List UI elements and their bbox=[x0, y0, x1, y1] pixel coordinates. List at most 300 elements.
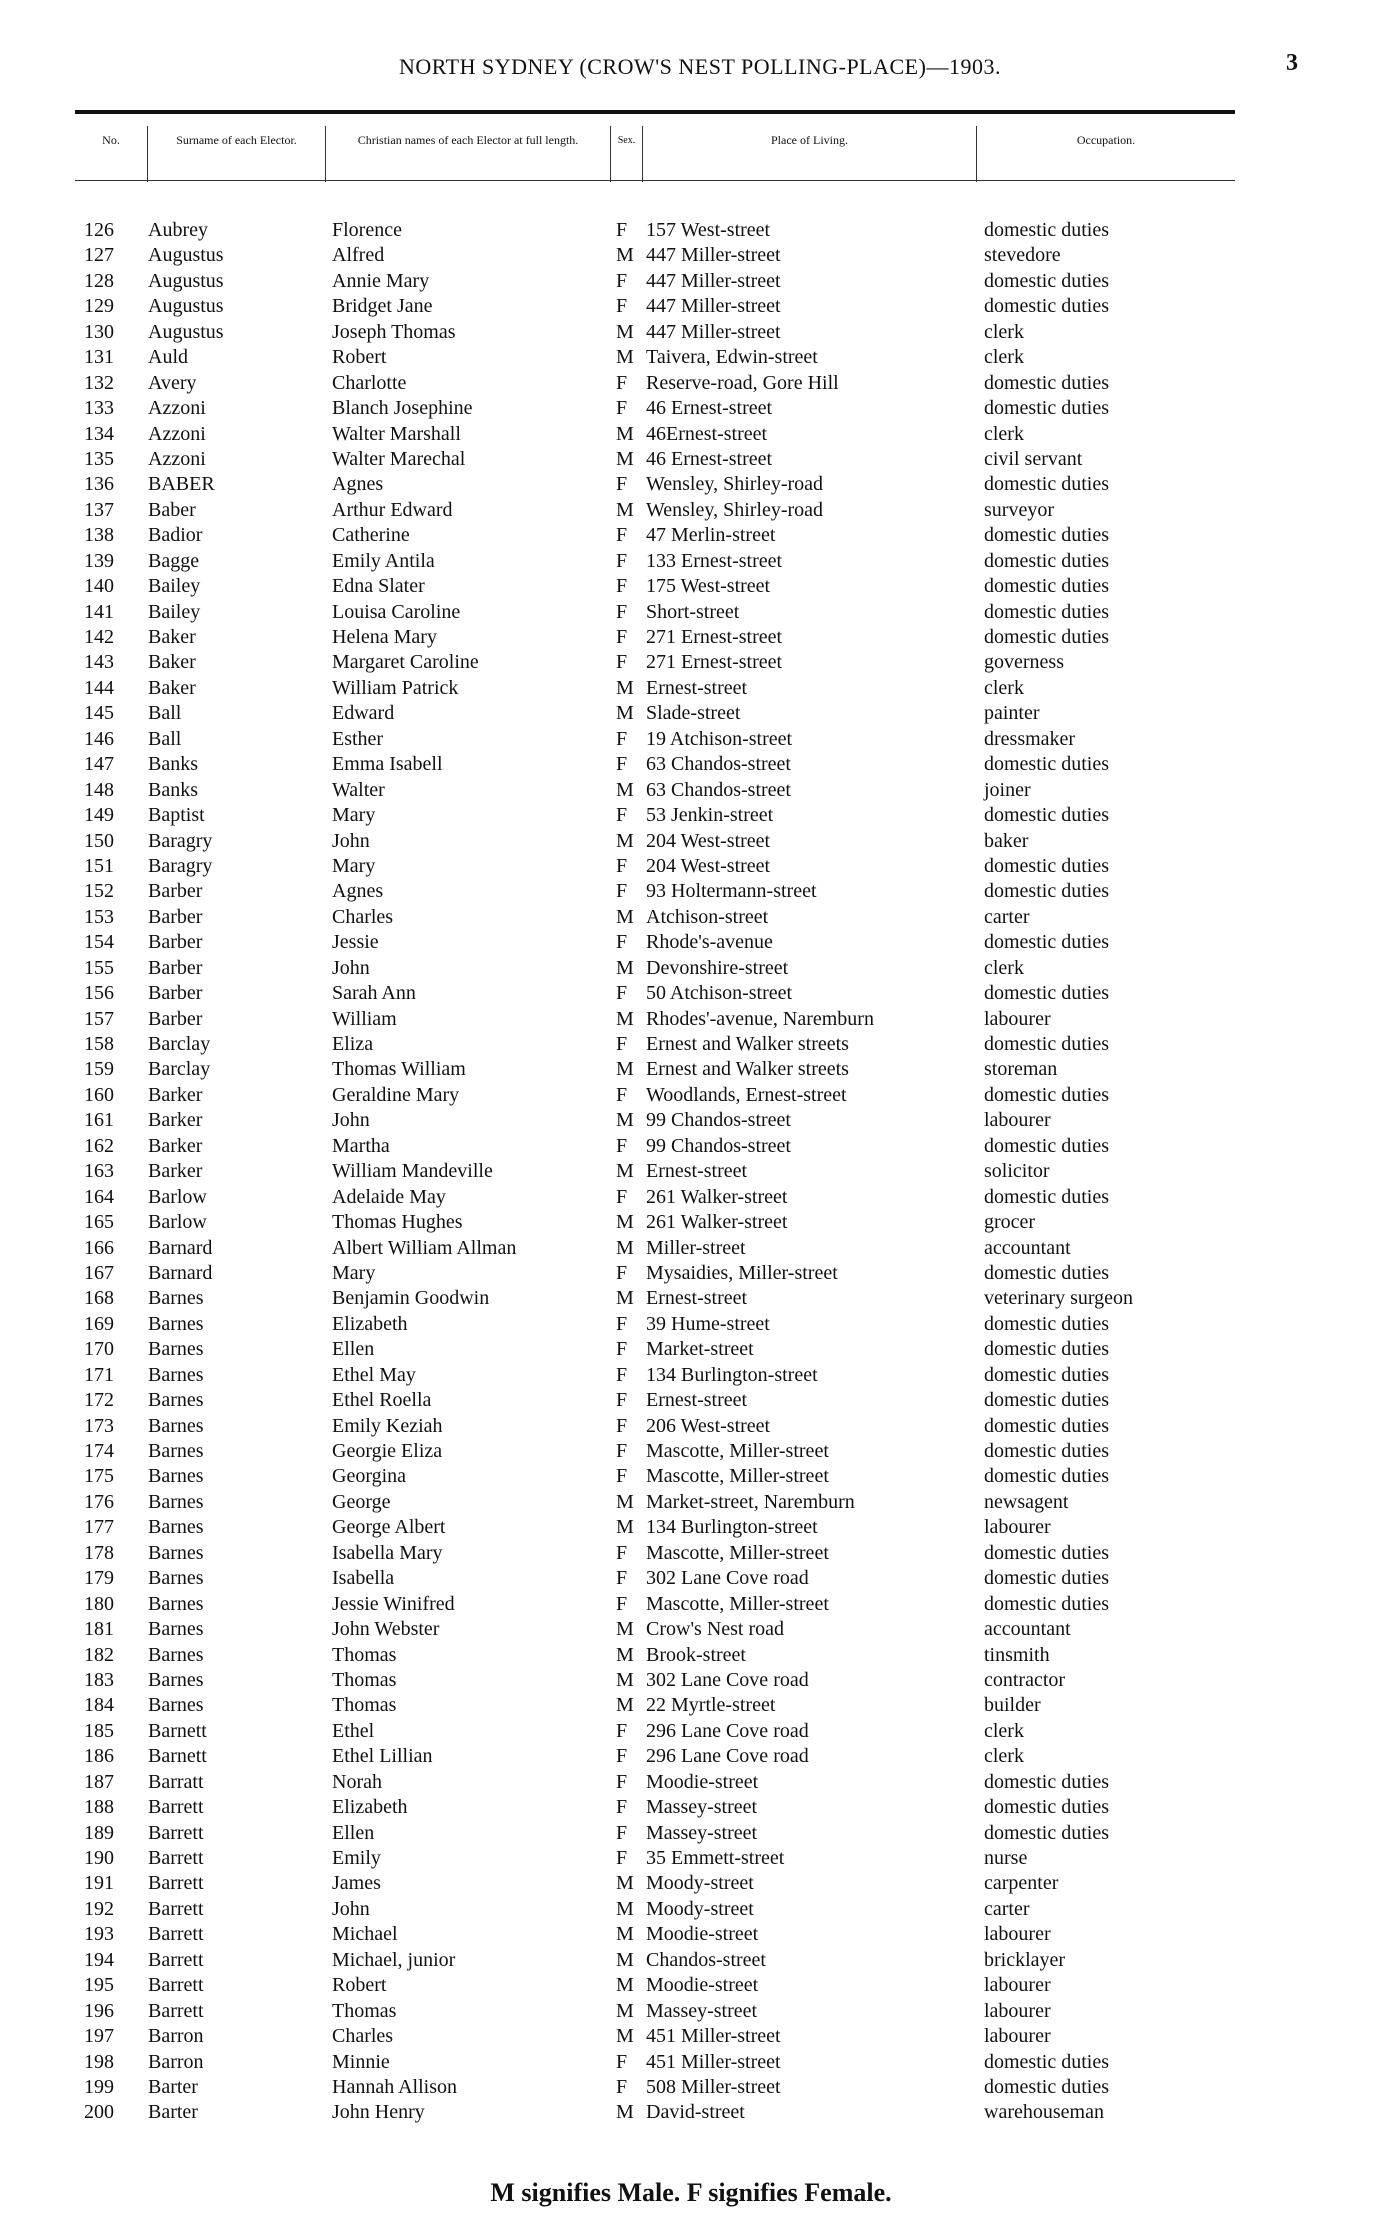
elector-number: 148 bbox=[84, 778, 114, 801]
table-row bbox=[0, 1592, 1382, 1617]
column-header-occupation: Occupation. bbox=[976, 126, 1235, 182]
table-row bbox=[0, 2100, 1382, 2125]
elector-sex: F bbox=[616, 727, 628, 750]
elector-place-of-living: 50 Atchison-street bbox=[646, 982, 793, 1005]
elector-number: 165 bbox=[84, 1211, 114, 1234]
elector-christian-names: Eliza bbox=[332, 1033, 374, 1055]
elector-number: 131 bbox=[84, 346, 114, 369]
elector-surname: Barron bbox=[148, 2025, 204, 2048]
elector-occupation: domestic duties bbox=[984, 2075, 1109, 2098]
elector-occupation: accountant bbox=[984, 1618, 1071, 1641]
table-row bbox=[0, 549, 1382, 574]
elector-occupation: domestic duties bbox=[984, 1821, 1109, 1844]
elector-surname: Barnes bbox=[148, 1516, 204, 1539]
table-row bbox=[0, 320, 1382, 345]
elector-sex: F bbox=[616, 397, 628, 420]
table-row bbox=[0, 1159, 1382, 1184]
elector-occupation: clerk bbox=[984, 1719, 1024, 1742]
elector-occupation: veterinary surgeon bbox=[984, 1287, 1134, 1310]
elector-surname: Azzoni bbox=[148, 397, 206, 420]
elector-number: 130 bbox=[84, 320, 114, 343]
elector-sex: F bbox=[616, 804, 628, 827]
elector-place-of-living: 261 Walker-street bbox=[646, 1185, 788, 1208]
table-row bbox=[0, 1795, 1382, 1820]
elector-number: 136 bbox=[84, 473, 114, 496]
elector-place-of-living: 447 Miller-street bbox=[646, 244, 781, 267]
elector-place-of-living: 508 Miller-street bbox=[646, 2075, 781, 2098]
table-row bbox=[0, 1821, 1382, 1846]
elector-number: 186 bbox=[84, 1745, 114, 1768]
elector-occupation: contractor bbox=[984, 1668, 1066, 1691]
elector-surname: Bagge bbox=[148, 549, 200, 572]
elector-christian-names: Minnie bbox=[332, 2050, 390, 2073]
elector-place-of-living: Ernest-street bbox=[646, 1389, 748, 1412]
table-row bbox=[0, 650, 1382, 675]
elector-christian-names: Agnes bbox=[332, 880, 384, 903]
elector-christian-names: Thomas bbox=[332, 1668, 397, 1691]
column-header-surname: Surname of each Elector. bbox=[147, 126, 325, 182]
elector-number: 199 bbox=[84, 2075, 114, 2098]
elector-place-of-living: Miller-street bbox=[646, 1236, 746, 1259]
table-row bbox=[0, 1515, 1382, 1540]
elector-number: 162 bbox=[84, 1134, 114, 1157]
table-row bbox=[0, 1643, 1382, 1668]
elector-christian-names: Georgina bbox=[332, 1465, 407, 1488]
elector-sex: M bbox=[616, 2025, 634, 2048]
table-row bbox=[0, 1414, 1382, 1439]
elector-number: 146 bbox=[84, 727, 114, 750]
elector-christian-names: Martha bbox=[332, 1134, 390, 1157]
elector-sex: F bbox=[616, 1033, 628, 1055]
elector-place-of-living: 39 Hume-street bbox=[646, 1312, 770, 1335]
elector-sex: M bbox=[616, 1999, 634, 2022]
elector-christian-names: Thomas bbox=[332, 1694, 397, 1717]
elector-number: 178 bbox=[84, 1541, 114, 1564]
elector-occupation: grocer bbox=[984, 1211, 1036, 1234]
elector-number: 182 bbox=[84, 1643, 114, 1666]
elector-place-of-living: 133 Ernest-street bbox=[646, 549, 783, 572]
elector-christian-names: John Webster bbox=[332, 1618, 440, 1641]
table-row bbox=[0, 879, 1382, 904]
elector-christian-names: Mary bbox=[332, 1261, 376, 1284]
elector-sex: F bbox=[616, 2075, 628, 2098]
elector-surname: Barnes bbox=[148, 1312, 204, 1335]
elector-christian-names: Emily bbox=[332, 1847, 381, 1869]
elector-sex: M bbox=[616, 1287, 634, 1310]
table-row bbox=[0, 701, 1382, 726]
elector-number: 171 bbox=[84, 1363, 114, 1386]
elector-occupation: domestic duties bbox=[984, 219, 1109, 241]
elector-surname: Auld bbox=[148, 346, 188, 369]
table-row bbox=[0, 981, 1382, 1006]
table-row bbox=[0, 294, 1382, 319]
elector-occupation: domestic duties bbox=[984, 1261, 1109, 1284]
elector-place-of-living: Wensley, Shirley-road bbox=[646, 498, 824, 521]
elector-sex: F bbox=[616, 1592, 628, 1615]
table-row bbox=[0, 1973, 1382, 1998]
elector-sex: F bbox=[616, 854, 628, 877]
elector-place-of-living: Wensley, Shirley-road bbox=[646, 473, 824, 496]
elector-surname: Barber bbox=[148, 931, 203, 954]
elector-occupation: warehouseman bbox=[984, 2101, 1104, 2124]
elector-sex: M bbox=[616, 1007, 634, 1030]
elector-occupation: dressmaker bbox=[984, 727, 1076, 750]
elector-sex: M bbox=[616, 1109, 634, 1132]
elector-sex: F bbox=[616, 473, 628, 496]
elector-place-of-living: Moodie-street bbox=[646, 1923, 759, 1946]
table-row bbox=[0, 1846, 1382, 1871]
elector-sex: M bbox=[616, 1694, 634, 1717]
elector-sex: F bbox=[616, 549, 628, 572]
elector-place-of-living: Woodlands, Ernest-street bbox=[646, 1083, 847, 1106]
elector-place-of-living: Mysaidies, Miller-street bbox=[646, 1261, 838, 1284]
elector-christian-names: Emily Antila bbox=[332, 549, 435, 572]
elector-christian-names: Adelaide May bbox=[332, 1185, 446, 1208]
table-row bbox=[0, 1566, 1382, 1591]
table-row bbox=[0, 472, 1382, 497]
elector-surname: Barclay bbox=[148, 1033, 211, 1055]
elector-occupation: nurse bbox=[984, 1847, 1028, 1869]
elector-christian-names: Bridget Jane bbox=[332, 295, 433, 318]
table-row bbox=[0, 803, 1382, 828]
elector-surname: Banks bbox=[148, 753, 198, 776]
elector-place-of-living: 302 Lane Cove road bbox=[646, 1567, 809, 1590]
elector-occupation: domestic duties bbox=[984, 1592, 1109, 1615]
elector-surname: Baker bbox=[148, 626, 196, 648]
elector-sex: M bbox=[616, 244, 634, 267]
elector-surname: Barber bbox=[148, 905, 203, 928]
elector-christian-names: Norah bbox=[332, 1770, 382, 1793]
elector-surname: Barter bbox=[148, 2101, 198, 2124]
elector-number: 147 bbox=[84, 753, 114, 776]
elector-sex: F bbox=[616, 1083, 628, 1106]
elector-place-of-living: 271 Ernest-street bbox=[646, 626, 783, 648]
elector-place-of-living: Ernest and Walker streets bbox=[646, 1033, 849, 1055]
elector-occupation: domestic duties bbox=[984, 1541, 1109, 1564]
elector-surname: Barnes bbox=[148, 1694, 204, 1717]
elector-surname: Barber bbox=[148, 880, 203, 903]
elector-occupation: domestic duties bbox=[984, 575, 1109, 598]
elector-number: 129 bbox=[84, 295, 114, 318]
elector-place-of-living: 204 West-street bbox=[646, 829, 771, 852]
table-row bbox=[0, 905, 1382, 930]
elector-surname: Barker bbox=[148, 1134, 203, 1157]
table-row bbox=[0, 2050, 1382, 2075]
elector-sex: F bbox=[616, 1465, 628, 1488]
elector-occupation: clerk bbox=[984, 320, 1024, 343]
elector-place-of-living: Moodie-street bbox=[646, 1770, 759, 1793]
elector-place-of-living: 46Ernest-street bbox=[646, 422, 768, 445]
elector-place-of-living: Mascotte, Miller-street bbox=[646, 1440, 829, 1462]
elector-occupation: labourer bbox=[984, 1109, 1051, 1132]
elector-number: 190 bbox=[84, 1847, 114, 1869]
table-row bbox=[0, 2024, 1382, 2049]
elector-occupation: carter bbox=[984, 1897, 1030, 1920]
elector-number: 134 bbox=[84, 422, 114, 445]
elector-surname: Barker bbox=[148, 1160, 203, 1183]
table-row bbox=[0, 1083, 1382, 1108]
elector-sex: F bbox=[616, 1821, 628, 1844]
elector-surname: Barnes bbox=[148, 1567, 204, 1590]
elector-sex: M bbox=[616, 1668, 634, 1691]
elector-sex: M bbox=[616, 346, 634, 369]
elector-number: 172 bbox=[84, 1389, 114, 1412]
table-row bbox=[0, 574, 1382, 599]
elector-surname: Barnard bbox=[148, 1261, 213, 1284]
table-row bbox=[0, 1057, 1382, 1082]
table-row bbox=[0, 243, 1382, 268]
elector-christian-names: Georgie Eliza bbox=[332, 1440, 443, 1462]
elector-sex: M bbox=[616, 320, 634, 343]
elector-sex: F bbox=[616, 982, 628, 1005]
elector-place-of-living: 99 Chandos-street bbox=[646, 1134, 791, 1157]
elector-place-of-living: Taivera, Edwin-street bbox=[646, 346, 818, 369]
elector-christian-names: Elizabeth bbox=[332, 1312, 408, 1335]
elector-occupation: clerk bbox=[984, 422, 1024, 445]
elector-sex: F bbox=[616, 1847, 628, 1869]
elector-number: 167 bbox=[84, 1261, 114, 1284]
elector-place-of-living: Rhodes'-avenue, Naremburn bbox=[646, 1007, 874, 1030]
elector-sex: M bbox=[616, 1490, 634, 1513]
elector-place-of-living: 175 West-street bbox=[646, 575, 771, 598]
elector-surname: Baptist bbox=[148, 804, 205, 827]
elector-sex: F bbox=[616, 1796, 628, 1819]
elector-christian-names: Walter bbox=[332, 778, 385, 801]
table-row bbox=[0, 1439, 1382, 1464]
table-row bbox=[0, 345, 1382, 370]
elector-surname: Ball bbox=[148, 727, 182, 750]
table-row bbox=[0, 1210, 1382, 1235]
elector-occupation: domestic duties bbox=[984, 804, 1109, 827]
elector-number: 166 bbox=[84, 1236, 114, 1259]
elector-surname: Barnes bbox=[148, 1338, 204, 1361]
elector-place-of-living: Reserve-road, Gore Hill bbox=[646, 371, 839, 394]
table-row bbox=[0, 1261, 1382, 1286]
elector-place-of-living: Mascotte, Miller-street bbox=[646, 1465, 829, 1488]
elector-christian-names: James bbox=[332, 1872, 381, 1895]
elector-number: 191 bbox=[84, 1872, 114, 1895]
elector-number: 141 bbox=[84, 600, 114, 623]
elector-number: 200 bbox=[84, 2101, 114, 2124]
table-row bbox=[0, 2075, 1382, 2100]
elector-number: 144 bbox=[84, 676, 114, 699]
table-row bbox=[0, 1948, 1382, 1973]
elector-christian-names: Thomas Hughes bbox=[332, 1211, 463, 1234]
elector-occupation: clerk bbox=[984, 676, 1024, 699]
elector-surname: Augustus bbox=[148, 269, 224, 292]
table-row bbox=[0, 956, 1382, 981]
elector-surname: Barnard bbox=[148, 1236, 213, 1259]
elector-sex: F bbox=[616, 1567, 628, 1590]
elector-christian-names: Alfred bbox=[332, 244, 385, 267]
elector-sex: M bbox=[616, 676, 634, 699]
elector-occupation: stevedore bbox=[984, 244, 1061, 267]
elector-number: 194 bbox=[84, 1948, 114, 1971]
elector-surname: Baber bbox=[148, 498, 196, 521]
table-row bbox=[0, 829, 1382, 854]
elector-surname: Barber bbox=[148, 956, 203, 979]
elector-place-of-living: 296 Lane Cove road bbox=[646, 1745, 809, 1768]
elector-place-of-living: 271 Ernest-street bbox=[646, 651, 783, 674]
elector-surname: Barker bbox=[148, 1083, 203, 1106]
elector-surname: Barter bbox=[148, 2075, 198, 2098]
elector-sex: F bbox=[616, 1134, 628, 1157]
elector-occupation: labourer bbox=[984, 1923, 1051, 1946]
elector-christian-names: Emily Keziah bbox=[332, 1414, 443, 1437]
elector-sex: M bbox=[616, 1872, 634, 1895]
elector-surname: Barrett bbox=[148, 1923, 204, 1946]
elector-place-of-living: David-street bbox=[646, 2101, 745, 2124]
elector-surname: Avery bbox=[148, 371, 197, 394]
elector-occupation: domestic duties bbox=[984, 371, 1109, 394]
elector-occupation: domestic duties bbox=[984, 931, 1109, 954]
elector-surname: Barnes bbox=[148, 1541, 204, 1564]
elector-place-of-living: 447 Miller-street bbox=[646, 295, 781, 318]
elector-surname: Badior bbox=[148, 524, 203, 547]
table-row bbox=[0, 1007, 1382, 1032]
elector-occupation: baker bbox=[984, 829, 1029, 852]
table-row bbox=[0, 625, 1382, 650]
elector-christian-names: Albert William Allman bbox=[332, 1236, 517, 1259]
table-row bbox=[0, 396, 1382, 421]
elector-sex: F bbox=[616, 753, 628, 776]
elector-occupation: domestic duties bbox=[984, 1465, 1109, 1488]
elector-surname: Barnes bbox=[148, 1363, 204, 1386]
elector-place-of-living: Moody-street bbox=[646, 1872, 754, 1895]
elector-place-of-living: Market-street, Naremburn bbox=[646, 1490, 855, 1513]
elector-occupation: domestic duties bbox=[984, 269, 1109, 292]
page-title: NORTH SYDNEY (CROW'S NEST POLLING-PLACE)—1903. bbox=[399, 54, 1001, 79]
elector-occupation: joiner bbox=[984, 778, 1031, 801]
table-row bbox=[0, 1770, 1382, 1795]
elector-number: 193 bbox=[84, 1923, 114, 1946]
elector-surname: Barrett bbox=[148, 1948, 204, 1971]
elector-christian-names: George bbox=[332, 1490, 391, 1513]
elector-occupation: domestic duties bbox=[984, 1770, 1109, 1793]
elector-christian-names: Annie Mary bbox=[332, 269, 430, 292]
elector-number: 139 bbox=[84, 549, 114, 572]
elector-christian-names: John bbox=[332, 1897, 370, 1920]
elector-surname: Barrett bbox=[148, 1897, 204, 1920]
table-row bbox=[0, 854, 1382, 879]
elector-occupation: bricklayer bbox=[984, 1948, 1066, 1971]
elector-number: 185 bbox=[84, 1719, 114, 1742]
elector-occupation: clerk bbox=[984, 346, 1024, 369]
elector-sex: F bbox=[616, 371, 628, 394]
table-row bbox=[0, 1693, 1382, 1718]
elector-sex: M bbox=[616, 1516, 634, 1539]
elector-place-of-living: 63 Chandos-street bbox=[646, 778, 791, 801]
elector-sex: M bbox=[616, 778, 634, 801]
table-row bbox=[0, 1999, 1382, 2024]
elector-occupation: solicitor bbox=[984, 1160, 1050, 1183]
elector-place-of-living: 451 Miller-street bbox=[646, 2025, 781, 2048]
table-row bbox=[0, 930, 1382, 955]
table-row bbox=[0, 1032, 1382, 1057]
table-row bbox=[0, 1922, 1382, 1947]
elector-surname: Barron bbox=[148, 2050, 204, 2073]
elector-occupation: domestic duties bbox=[984, 626, 1109, 648]
table-row bbox=[0, 523, 1382, 548]
table-row bbox=[0, 727, 1382, 752]
table-row bbox=[0, 498, 1382, 523]
elector-christian-names: Michael bbox=[332, 1923, 398, 1946]
elector-occupation: domestic duties bbox=[984, 880, 1109, 903]
elector-surname: BABER bbox=[148, 473, 215, 496]
elector-number: 164 bbox=[84, 1185, 114, 1208]
elector-surname: Augustus bbox=[148, 295, 224, 318]
elector-sex: M bbox=[616, 956, 634, 979]
elector-christian-names: George Albert bbox=[332, 1516, 446, 1539]
elector-sex: F bbox=[616, 651, 628, 674]
elector-number: 138 bbox=[84, 524, 114, 547]
elector-christian-names: Ethel Roella bbox=[332, 1389, 432, 1412]
elector-occupation: domestic duties bbox=[984, 600, 1109, 623]
elector-sex: M bbox=[616, 1618, 634, 1641]
elector-christian-names: John bbox=[332, 829, 370, 852]
elector-occupation: domestic duties bbox=[984, 1414, 1109, 1437]
table-row bbox=[0, 371, 1382, 396]
elector-place-of-living: 35 Emmett-street bbox=[646, 1847, 785, 1869]
elector-christian-names: Margaret Caroline bbox=[332, 651, 479, 674]
elector-surname: Barber bbox=[148, 1007, 203, 1030]
elector-place-of-living: 157 West-street bbox=[646, 219, 771, 241]
elector-surname: Barnes bbox=[148, 1465, 204, 1488]
elector-christian-names: Joseph Thomas bbox=[332, 320, 456, 343]
table-row bbox=[0, 1464, 1382, 1489]
elector-place-of-living: 53 Jenkin-street bbox=[646, 804, 774, 827]
elector-place-of-living: 204 West-street bbox=[646, 854, 771, 877]
elector-christian-names: Mary bbox=[332, 854, 376, 877]
elector-place-of-living: Short-street bbox=[646, 600, 740, 623]
elector-sex: M bbox=[616, 1923, 634, 1946]
elector-christian-names: Helena Mary bbox=[332, 626, 437, 648]
elector-occupation: labourer bbox=[984, 1516, 1051, 1539]
elector-christian-names: Florence bbox=[332, 219, 402, 241]
elector-surname: Barrett bbox=[148, 1999, 204, 2022]
elector-place-of-living: Massey-street bbox=[646, 1999, 758, 2022]
elector-occupation: labourer bbox=[984, 1007, 1051, 1030]
elector-sex: M bbox=[616, 1643, 634, 1666]
elector-number: 174 bbox=[84, 1440, 114, 1462]
elector-christian-names: Robert bbox=[332, 1974, 387, 1997]
elector-place-of-living: 206 West-street bbox=[646, 1414, 771, 1437]
elector-number: 154 bbox=[84, 931, 114, 954]
elector-place-of-living: Moodie-street bbox=[646, 1974, 759, 1997]
sex-legend: M signifies Male. F signifies Female. bbox=[490, 2178, 892, 2207]
elector-surname: Baragry bbox=[148, 829, 213, 852]
elector-occupation: clerk bbox=[984, 956, 1024, 979]
elector-surname: Barnett bbox=[148, 1745, 207, 1768]
elector-number: 155 bbox=[84, 956, 114, 979]
table-row bbox=[0, 1744, 1382, 1769]
elector-number: 152 bbox=[84, 880, 114, 903]
table-row bbox=[0, 1617, 1382, 1642]
table-row bbox=[0, 1363, 1382, 1388]
elector-surname: Barclay bbox=[148, 1058, 211, 1081]
elector-place-of-living: 134 Burlington-street bbox=[646, 1363, 818, 1386]
elector-number: 133 bbox=[84, 397, 114, 420]
table-row bbox=[0, 218, 1382, 243]
elector-place-of-living: 99 Chandos-street bbox=[646, 1109, 791, 1132]
elector-sex: F bbox=[616, 269, 628, 292]
elector-place-of-living: 22 Myrtle-street bbox=[646, 1694, 776, 1717]
elector-number: 195 bbox=[84, 1974, 114, 1997]
elector-sex: F bbox=[616, 575, 628, 598]
elector-place-of-living: 451 Miller-street bbox=[646, 2050, 781, 2073]
elector-christian-names: Ellen bbox=[332, 1821, 375, 1844]
elector-sex: M bbox=[616, 1058, 634, 1081]
